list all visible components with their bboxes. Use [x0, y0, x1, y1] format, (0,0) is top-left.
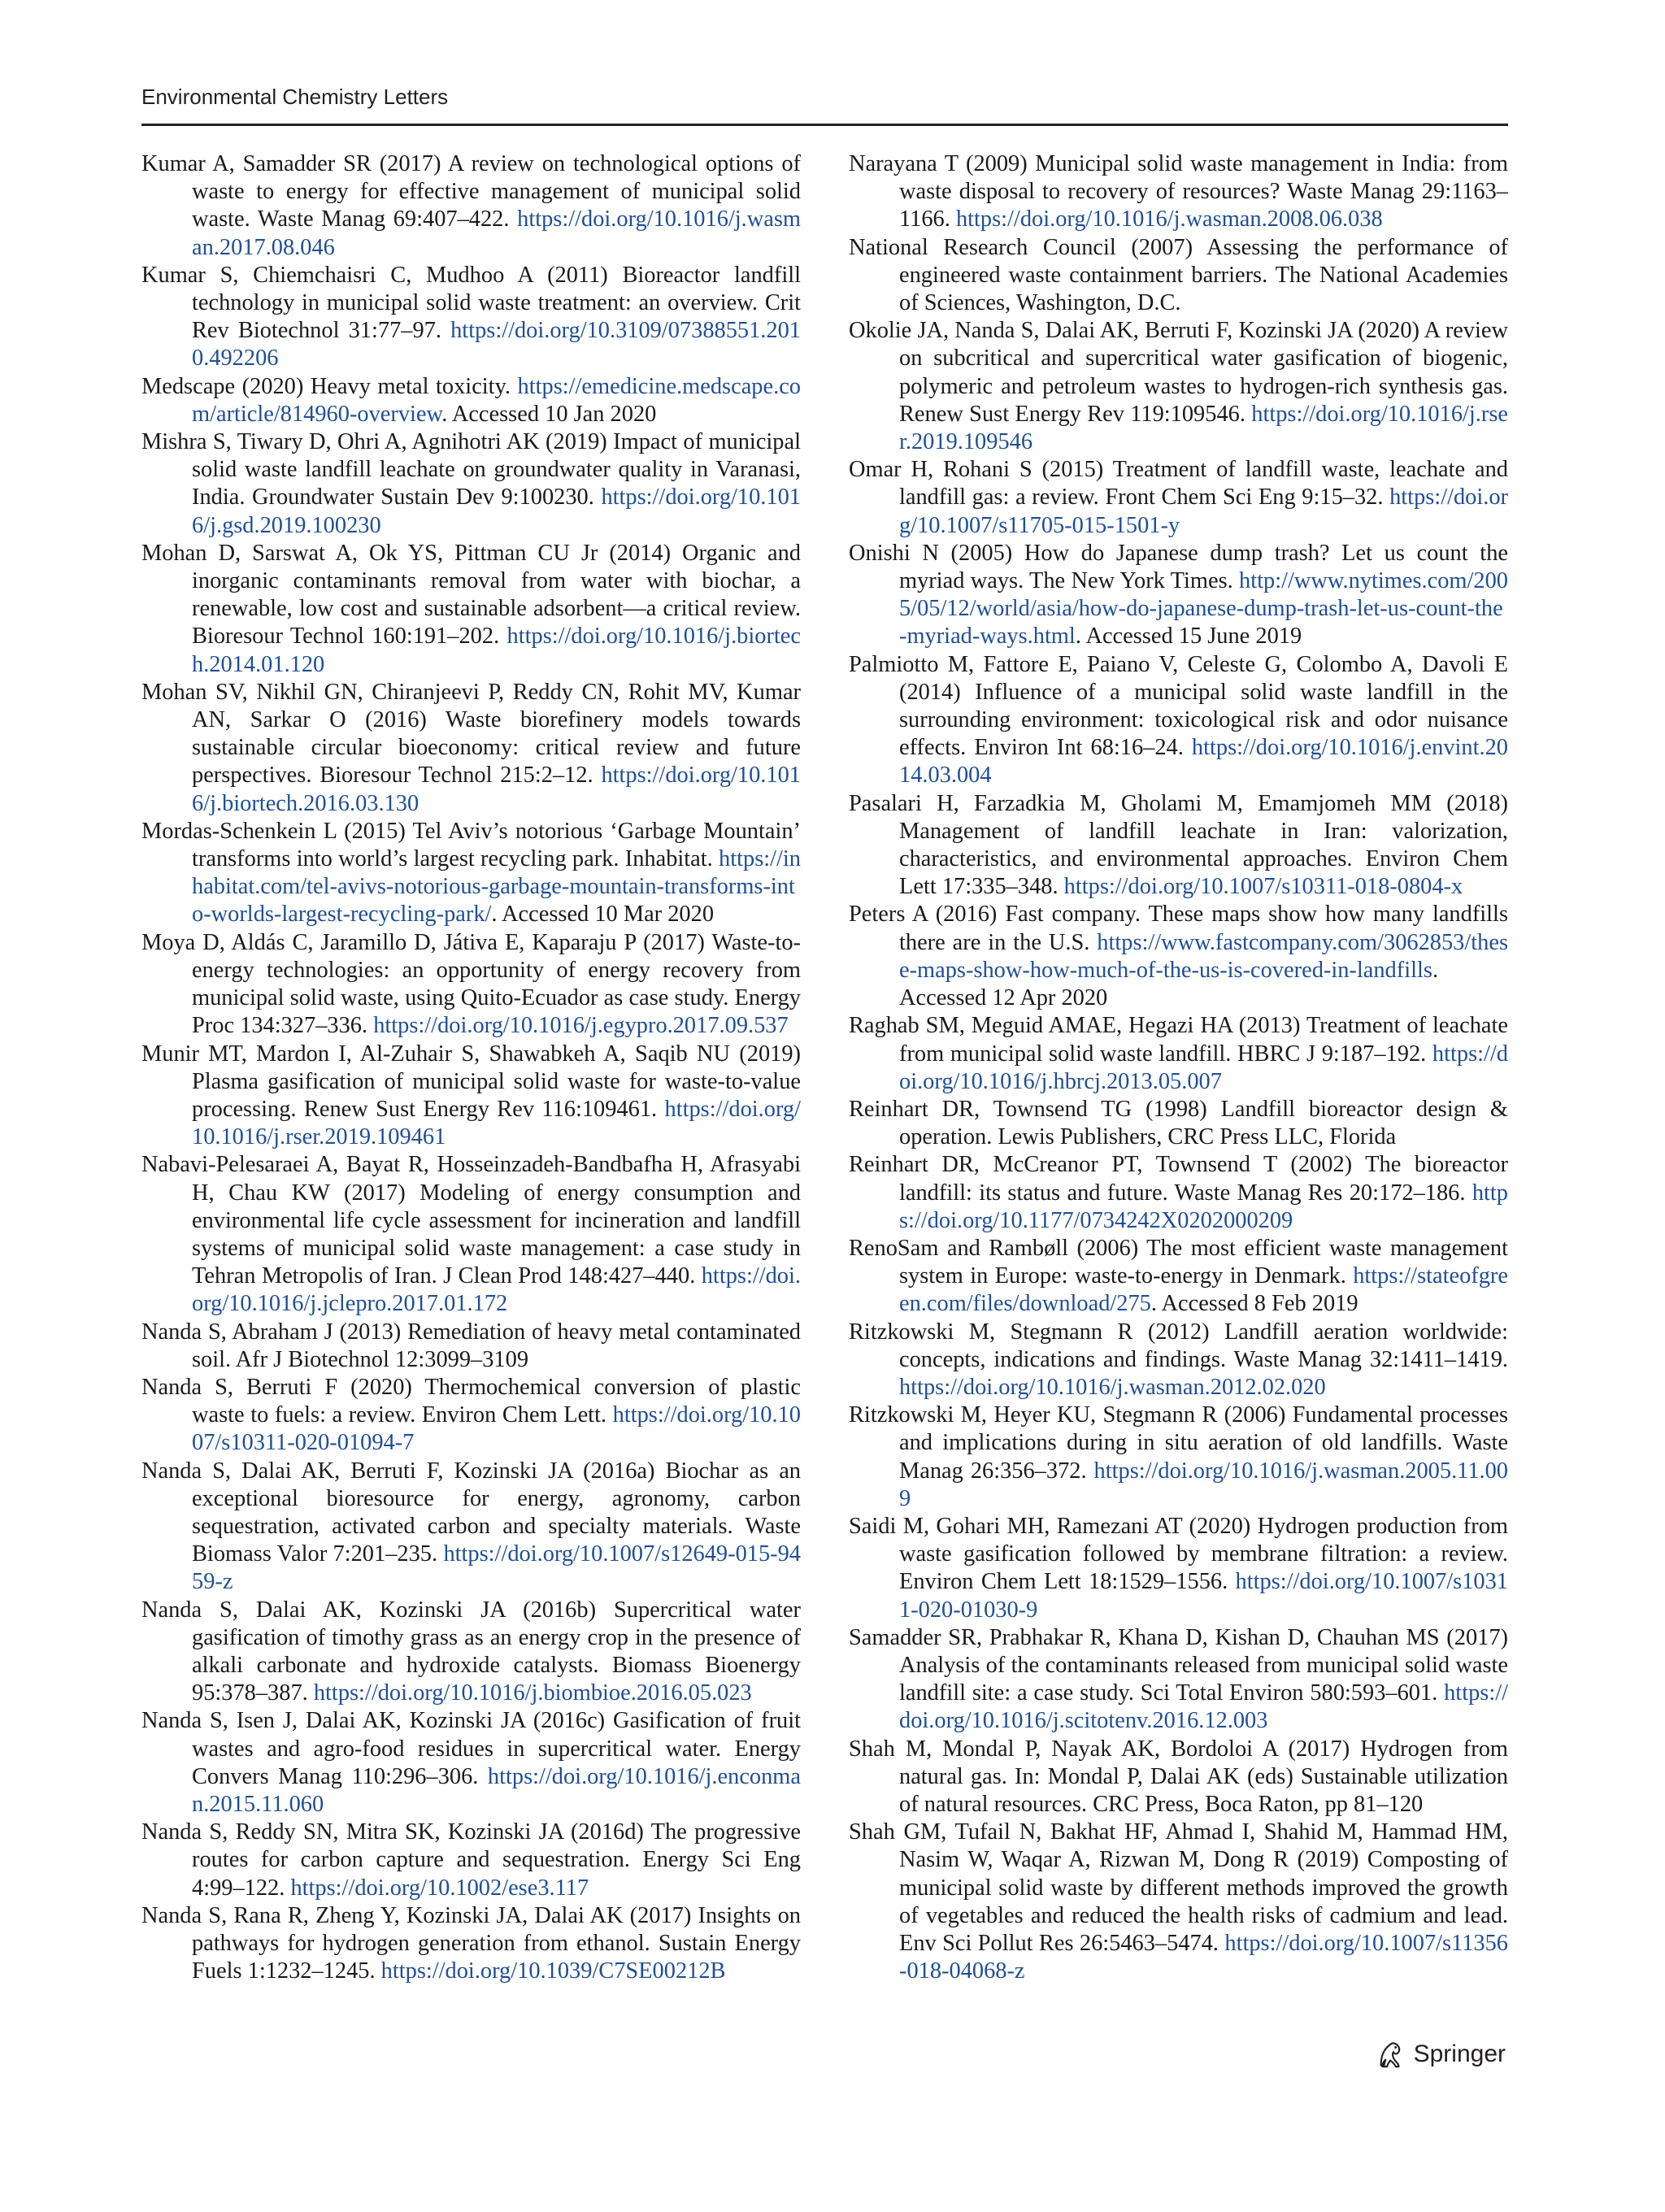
reference-doi-link[interactable]: https://doi.org/10.1177/0734242X0202000209	[899, 1180, 1508, 1233]
publisher-logo	[1375, 2039, 1506, 2070]
reference-doi-link[interactable]: https://doi.org/10.1016/j.hbrcj.2013.05.007	[899, 1041, 1508, 1094]
reference-entry	[849, 1513, 1508, 1624]
reference-text: Mohan SV, Nikhil GN, Chiranjeevi P, Reddy CN, Rohit MV, Kumar AN, Sarkar O (2016) Waste biorefinery models towards sustainable circular bioeconomy: critical review and future perspectives. Bioresour Technol 215:2–12.	[141, 679, 801, 789]
reference-entry	[141, 1041, 801, 1152]
reference-entry	[141, 679, 801, 818]
springer-horse-icon	[1375, 2039, 1406, 2070]
reference-access-note: . Accessed 10 Jan 2020	[441, 401, 657, 427]
reference-access-note: . Accessed 12 Apr 2020	[899, 957, 1439, 1011]
reference-doi-link[interactable]: https://doi.org/10.1007/s11705-015-1501-y	[899, 485, 1508, 538]
reference-text: Nanda S, Abraham J (2013) Remediation of heavy metal contaminated soil. Afr J Biotechnol 12:3099–3109	[141, 1319, 801, 1372]
reference-entry	[849, 1151, 1508, 1235]
reference-text: Nanda S, Rana R, Zheng Y, Kozinski JA, Dalai AK (2017) Insights on pathways for hydrogen generation from ethanol. Sustain Energy Fuels 1:1232–1245.	[141, 1902, 801, 1984]
reference-column-right	[849, 150, 1508, 1985]
reference-entry	[849, 1096, 1508, 1151]
reference-doi-link[interactable]: https://doi.org/10.1007/s11356-018-04068-z	[899, 1931, 1508, 1984]
reference-entry	[141, 1374, 801, 1458]
reference-text: Moya D, Aldás C, Jaramillo D, Játiva E, Kaparaju P (2017) Waste-to-energy technologies: an opportunity of energy recovery from municipal solid waste, using Quito-Ecuador as case study. Energy Proc 134:327–336.	[141, 929, 801, 1039]
reference-text: Kumar S, Chiemchaisri C, Mudhoo A (2011) Bioreactor landfill technology in municipal solid waste treatment: an overview. Crit Rev Biotechnol 31:77–97.	[141, 262, 801, 344]
reference-entry	[849, 1819, 1508, 1985]
reference-entry	[849, 1736, 1508, 1819]
reference-entry	[849, 790, 1508, 902]
reference-entry	[141, 373, 801, 428]
reference-entry	[849, 1624, 1508, 1736]
reference-doi-link[interactable]: https://doi.org/10.1016/j.biombioe.2016.05.023	[313, 1680, 752, 1706]
reference-text: Onishi N (2005) How do Japanese dump trash? Let us count the myriad ways. The New York Times.	[849, 540, 1508, 594]
reference-text: Shah M, Mondal P, Nayak AK, Bordoloi A (2017) Hydrogen from natural gas. In: Mondal P, Dalai AK (eds) Sustainable utilization of natural resources. CRC Press, Boca Raton, pp 81–120	[849, 1736, 1508, 1817]
reference-text: Nanda S, Dalai AK, Kozinski JA (2016b) Supercritical water gasification of timothy grass as an energy crop in the presence of alkali carbonate and hydroxide catalysts. Biomass Bioenergy 95:378–387.	[141, 1597, 801, 1706]
reference-entry	[849, 1402, 1508, 1513]
reference-doi-link[interactable]: https://doi.org/10.1007/s10311-018-0804-x	[1063, 874, 1463, 900]
reference-text: Nanda S, Reddy SN, Mitra SK, Kozinski JA (2016d) The progressive routes for carbon capture and sequestration. Energy Sci Eng 4:99–122.	[141, 1819, 801, 1901]
reference-text: Mohan D, Sarswat A, Ok YS, Pittman CU Jr (2014) Organic and inorganic contaminants removal from water with biochar, a renewable, low cost and sustainable adsorbent—a critical review. Bioresour Technol 160:191–202.	[141, 540, 801, 650]
reference-doi-link[interactable]: https://doi.org/10.1016/j.gsd.2019.100230	[192, 485, 801, 538]
reference-entry	[141, 929, 801, 1041]
reference-text: Nabavi-Pelesaraei A, Bayat R, Hosseinzadeh-Bandbafha H, Afrasyabi H, Chau KW (2017) Modeling of energy consumption and environmental life cycle assessment for incineration and landfill systems of municipal solid waste management: a case study in Tehran Metropolis of Iran. J Clean Prod 148:427–440.	[141, 1152, 801, 1289]
reference-entry	[849, 456, 1508, 540]
reference-text: Mordas-Schenkein L (2015) Tel Aviv’s notorious ‘Garbage Mountain’ transforms into world’s largest recycling park. Inhabitat.	[141, 818, 801, 872]
reference-entry	[849, 1235, 1508, 1319]
reference-doi-link[interactable]: https://doi.org/10.3109/07388551.2010.492206	[192, 318, 801, 372]
reference-entry	[141, 262, 801, 373]
publisher-name: Springer	[1413, 2040, 1506, 2067]
reference-entry	[141, 1151, 801, 1318]
reference-text: Narayana T (2009) Municipal solid waste management in India: from waste disposal to recovery of resources? Waste Manag 29:1163–1166.	[849, 151, 1508, 232]
reference-doi-link[interactable]: https://doi.org/10.1007/s10311-020-01030-9	[899, 1569, 1508, 1623]
reference-text: Nanda S, Dalai AK, Berruti F, Kozinski JA (2016a) Biochar as an exceptional bioresource for energy, agronomy, carbon sequestration, activated carbon and specialty materials. Waste Biomass Valor 7:201–235.	[141, 1458, 801, 1567]
reference-text: Reinhart DR, McCreanor PT, Townsend T (2002) The bioreactor landfill: its status and future. Waste Manag Res 20:172–186.	[849, 1152, 1508, 1206]
reference-text: Kumar A, Samadder SR (2017) A review on technological options of waste to energy for effective management of municipal solid waste. Waste Manag 69:407–422.	[141, 151, 801, 232]
reference-doi-link[interactable]: https://stateofgreen.com/files/download/275	[899, 1263, 1508, 1317]
reference-doi-link[interactable]: https://doi.org/10.1016/j.wasman.2008.06.038	[955, 206, 1383, 232]
reference-entry	[141, 428, 801, 540]
reference-doi-link[interactable]: https://doi.org/10.1016/j.rser.2019.109461	[192, 1096, 801, 1150]
reference-doi-link[interactable]: https://inhabitat.com/tel-avivs-notorious-garbage-mountain-transforms-into-worlds-largest-recycling-park/	[192, 846, 801, 928]
reference-entry	[849, 1012, 1508, 1096]
reference-entry	[141, 1707, 801, 1819]
reference-text: Peters A (2016) Fast company. These maps show how many landfills there are in the U.S.	[849, 902, 1508, 955]
reference-doi-link[interactable]: https://doi.org/10.1016/j.wasman.2005.11.009	[899, 1458, 1508, 1511]
reference-doi-link[interactable]: https://emedicine.medscape.com/article/814960-overview	[192, 373, 801, 427]
reference-doi-link[interactable]: https://doi.org/10.1016/j.rser.2019.109546	[899, 401, 1508, 455]
reference-text: Omar H, Rohani S (2015) Treatment of landfill waste, leachate and landfill gas: a review. Front Chem Sci Eng 9:15–32.	[849, 457, 1508, 511]
reference-entry	[141, 1458, 801, 1597]
reference-entry	[849, 1319, 1508, 1402]
reference-text: Munir MT, Mardon I, Al-Zuhair S, Shawabkeh A, Saqib NU (2019) Plasma gasification of municipal solid waste for waste-to-value processing. Renew Sust Energy Rev 116:109461.	[141, 1041, 801, 1122]
reference-doi-link[interactable]: https://doi.org/10.1016/j.egypro.2017.09.537	[373, 1013, 789, 1039]
reference-doi-link[interactable]: https://doi.org/10.1016/j.envint.2014.03.004	[899, 735, 1508, 789]
running-header: Environmental Chemistry Letters	[141, 85, 449, 109]
reference-entry	[849, 540, 1508, 651]
reference-text: Nanda S, Berruti F (2020) Thermochemical conversion of plastic waste to fuels: a review. Environ Chem Lett.	[141, 1374, 801, 1428]
reference-doi-link[interactable]: https://doi.org/10.1007/s10311-020-01094-7	[192, 1402, 801, 1456]
reference-text: RenoSam and Rambøll (2006) The most efficient waste management system in Europe: waste-to-energy in Denmark.	[849, 1235, 1508, 1289]
reference-entry	[849, 150, 1508, 234]
reference-doi-link[interactable]: https://doi.org/10.1039/C7SE00212B	[380, 1958, 726, 1984]
reference-entry	[849, 317, 1508, 456]
reference-entry	[141, 818, 801, 929]
reference-doi-link[interactable]: https://doi.org/10.1007/s12649-015-9459-z	[192, 1541, 801, 1595]
reference-text: Saidi M, Gohari MH, Ramezani AT (2020) Hydrogen production from waste gasification followed by membrane filtration: a review. Environ Chem Lett 18:1529–1556.	[849, 1513, 1508, 1595]
reference-entry	[849, 234, 1508, 318]
reference-access-note: . Accessed 10 Mar 2020	[491, 902, 715, 928]
reference-entry	[141, 1819, 801, 1902]
reference-text: Samadder SR, Prabhakar R, Khana D, Kishan D, Chauhan MS (2017) Analysis of the contaminants released from municipal solid waste landfill site: a case study. Sci Total Environ 580:593–601.	[849, 1624, 1508, 1706]
reference-text: Okolie JA, Nanda S, Dalai AK, Berruti F, Kozinski JA (2020) A review on subcritical and supercritical water gasification of biogenic, polymeric and petroleum wastes to hydrogen-rich synthesis gas. Renew Sust Energy Rev 119:109546.	[849, 318, 1508, 427]
reference-text: Raghab SM, Meguid AMAE, Hegazi HA (2013) Treatment of leachate from municipal solid waste landfill. HBRC J 9:187–192.	[849, 1013, 1508, 1067]
reference-text: Mishra S, Tiwary D, Ohri A, Agnihotri AK (2019) Impact of municipal solid waste landfill leachate on groundwater quality in Varanasi, India. Groundwater Sustain Dev 9:100230.	[141, 429, 801, 511]
reference-doi-link[interactable]: http://www.nytimes.com/2005/05/12/world/asia/how-do-japanese-dump-trash-let-us-count-the-myriad-ways.html	[899, 568, 1508, 650]
header-rule	[141, 124, 1508, 126]
reference-column-left	[141, 150, 801, 1985]
reference-entry	[849, 901, 1508, 1012]
reference-entry	[141, 540, 801, 679]
reference-doi-link[interactable]: https://doi.org/10.1016/j.biortech.2016.03.130	[192, 763, 801, 816]
reference-entry	[141, 1319, 801, 1374]
reference-text: Shah GM, Tufail N, Bakhat HF, Ahmad I, Shahid M, Hammad HM, Nasim W, Waqar A, Rizwan M, Dong R (2019) Composting of municipal solid waste by different methods improved the growth of vegetables and reduced the health risks of cadmium and lead. Env Sci Pollut Res 26:5463–5474.	[849, 1819, 1508, 1956]
reference-entry	[141, 1902, 801, 1986]
reference-doi-link[interactable]: https://doi.org/10.1016/j.scitotenv.2016.12.003	[899, 1680, 1508, 1734]
reference-text: Nanda S, Isen J, Dalai AK, Kozinski JA (2016c) Gasification of fruit wastes and agro-food residues in supercritical water. Energy Convers Manag 110:296–306.	[141, 1708, 801, 1789]
reference-access-note: . Accessed 15 June 2019	[1075, 624, 1302, 650]
reference-entry	[141, 1597, 801, 1708]
reference-text: Reinhart DR, Townsend TG (1998) Landfill bioreactor design & operation. Lewis Publishers, CRC Press LLC, Florida	[849, 1096, 1508, 1150]
reference-doi-link[interactable]: https://www.fastcompany.com/3062853/these-maps-show-how-much-of-the-us-is-covered-in-landfills	[899, 929, 1508, 983]
reference-entry	[849, 651, 1508, 790]
reference-doi-link[interactable]: https://doi.org/10.1016/j.wasman.2017.08.046	[192, 206, 801, 260]
reference-doi-link[interactable]: https://doi.org/10.1016/j.jclepro.2017.01.172	[192, 1263, 801, 1317]
reference-text: National Research Council (2007) Assessing the performance of engineered waste containment barriers. The National Academies of Sciences, Washington, D.C.	[849, 234, 1508, 316]
reference-doi-link[interactable]: https://doi.org/10.1002/ese3.117	[290, 1875, 589, 1901]
reference-doi-link[interactable]: https://doi.org/10.1016/j.biortech.2014.01.120	[192, 624, 801, 677]
reference-text: Pasalari H, Farzadkia M, Gholami M, Emamjomeh MM (2018) Management of landfill leachate in Iran: valorization, characteristics, and environmental approaches. Environ Chem Lett 17:335–348.	[849, 790, 1508, 900]
reference-text: Ritzkowski M, Stegmann R (2012) Landfill aeration worldwide: concepts, indications and findings. Waste Manag 32:1411–1419.	[849, 1319, 1508, 1372]
reference-text: Ritzkowski M, Heyer KU, Stegmann R (2006) Fundamental processes and implications during in situ aeration of old landfills. Waste Manag 26:356–372.	[849, 1402, 1508, 1484]
reference-entry	[141, 150, 801, 262]
reference-doi-link[interactable]: https://doi.org/10.1016/j.wasman.2012.02.020	[899, 1374, 1326, 1400]
reference-doi-link[interactable]: https://doi.org/10.1016/j.enconman.2015.11.060	[192, 1763, 801, 1817]
reference-text: Palmiotto M, Fattore E, Paiano V, Celeste G, Colombo A, Davoli E (2014) Influence of a municipal solid waste landfill in the surrounding environment: toxicological risk and odor nuisance effects. Environ Int 68:16–24.	[849, 651, 1508, 761]
reference-text: Medscape (2020) Heavy metal toxicity.	[141, 373, 518, 399]
reference-access-note: . Accessed 8 Feb 2019	[1150, 1291, 1359, 1317]
